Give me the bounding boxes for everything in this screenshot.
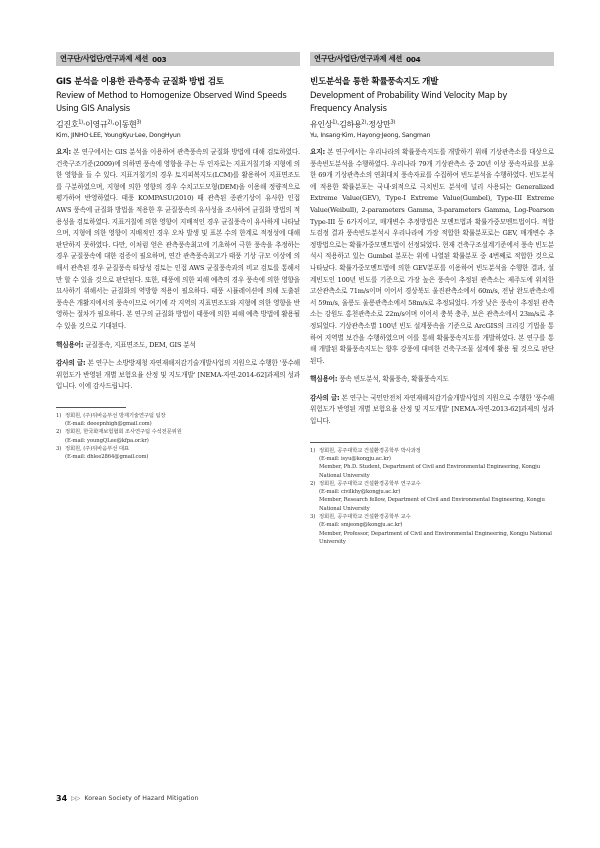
footnote-affiliation: Member, Ph.D. Student, Department of Civil and Environmental Engineering, Kongju National University xyxy=(319,464,540,479)
footnote xyxy=(56,428,300,445)
footnote-line: 정회원, 공주대학교 건설환경공학부 연구교수 xyxy=(319,480,421,487)
title-english-line2: Frequency Analysis xyxy=(310,102,387,113)
footnote-line: 정회원, 한국화재보험협회 조사연구팀 수석전문위원 xyxy=(65,429,182,436)
footnote-divider xyxy=(310,442,380,443)
title-english xyxy=(56,89,300,114)
author-name: 김진호 xyxy=(56,120,79,129)
session-label: 연구단/사업단/연구과제 세션 xyxy=(314,54,403,63)
page-number: 34 xyxy=(56,794,68,803)
abstract xyxy=(310,147,554,367)
acknowledgement-label: 감사의 글: xyxy=(56,359,86,368)
authors-english: Kim, JINHO·LEE, YoungKyu·Lee, DongHyun xyxy=(56,132,181,139)
footnote xyxy=(56,412,300,429)
footnote-number: 1) xyxy=(56,412,62,419)
keywords-text: 풍속 빈도분석, 확률풍속, 확률풍속지도 xyxy=(337,375,449,384)
author-name: 유인상 xyxy=(310,120,333,129)
abstract-text: 본 연구에서는 GIS 분석을 이용하여 관측풍속의 균질화 방법에 대해 검토하였다. 건축구조기준(2009)에 의하면 풍속에 영향을 주는 두 인자로는 지표거칠기와 지형에 의한 영향을 들 수 있다. 지표거칠기의 경우 토지피복지도(LCM)를 활용하여 지표면조도를 구분하였으며, 지형에 의한 영향의 경우 수치고도모형(DEM)을 이용해 정량적으로 평가하여 반영하였다. 태풍 KOMPASU(2010) 때 관측된 종관기상이 유사한 인접 AWS 풍속에 균질화 방법을 적용한 후 균질풍속의 유사성을 조사하여 균질화 방법의 적용성을 검토하였다. 지표거칠에 의한 영향이 지배적인 경우 균질풍속이 유사하게 나타났으며, 지형에 의한 영향이 지배적인 경우 오차 발생 및 표본 수의 한계로 적정성에 대해 판단하지 못하였다. 다만, 이처럼 얻은 관측풍속최고에 기초하여 극한 풍속을 추정하는 경우 균질풍속에 대한 검증이 필요하며, 연간 관측풍속최고가 태풍 기상 규모 이상에 의해서 관측된 경우 균질풍속 타당성 검토는 인접 AWS 균질풍속과의 비교 검토를 통해서만 할 수 있을 것으로 판단된다. 또한, 태풍에 의한 피해 예측의 경우 풍속에 의한 영향을 묘사하기 위해서는 균질화의 역방향 적용이 필요하다. 태풍 시뮬레이션에 의해 도출된 풍속은 개활지에서의 풍속이므로 여기에 각 지역의 지표면조도와 지형에 의한 영향을 반영하는 절차가 필요하다. 본 연구의 균질화 방법이 태풍에 의한 피해 예측 방법에 활용될 수 있을 것으로 기대된다. xyxy=(56,148,300,330)
session-label: 연구단/사업단/연구과제 세션 xyxy=(60,54,149,63)
footnote-line: 정회원, (주)뒤바음부선 대표 xyxy=(65,446,129,453)
article-004 xyxy=(310,52,554,546)
page-footer xyxy=(56,794,199,803)
title-english xyxy=(310,89,554,114)
acknowledgement xyxy=(310,393,554,428)
footnote-affiliation: Member, Professor, Department of Civil and Environmental Engineering, Kongju National University xyxy=(319,530,552,545)
keywords-text: 균질풍속, 지표면조도, DEM, GIS 분석 xyxy=(83,340,196,349)
abstract-label: 요지: xyxy=(310,148,325,156)
footnote-number: 2) xyxy=(310,480,316,487)
author-mark: 2) xyxy=(361,119,366,126)
footnote-divider xyxy=(56,407,126,408)
footnote xyxy=(310,513,554,546)
session-tag xyxy=(56,52,300,66)
keywords xyxy=(56,340,300,352)
abstract-label: 요지: xyxy=(56,148,71,156)
abstract xyxy=(56,147,300,333)
footnote-email: (E-mail: isyu@kongju.ac.kr) xyxy=(319,455,391,462)
author-name: 이동현 xyxy=(114,120,137,129)
footnote xyxy=(310,480,554,513)
footnote-line: 정회원, 공주대학교 건설환경공학부 박사과정 xyxy=(319,447,421,454)
footnote-line: 정회원, 공주대학교 건설환경공학부 교수 xyxy=(319,514,411,521)
footnote-affiliation: Member, Research fellow, Department of Civil and Environmental Engineering, Kongju National University xyxy=(319,497,545,512)
footnote-number: 1) xyxy=(310,447,316,454)
author-mark: 3) xyxy=(390,119,396,126)
journal-name: Korean Society of Hazard Mitigation xyxy=(84,795,199,802)
session-number: 003 xyxy=(152,54,167,64)
footnote-email: (E-mail: dhlee2864@gmail.com) xyxy=(65,454,149,461)
session-tag xyxy=(310,52,554,66)
title-english-line1: Review of Method to Homogenize Observed Wind Speeds xyxy=(56,90,287,100)
acknowledgement-text: 본 연구는 국민안전처 자연재해저감기술개발사업의 지원으로 수행한 '풍수해 위험도가 반영된 개별 보험요율 산정 및 지도개발' [NEMA-자연-2013-62]과제의 성과입니다. xyxy=(310,393,555,426)
keywords-label: 핵심용어: xyxy=(310,375,338,384)
authors-english: Yu, Insang·Kim, Hayong·Jeong, Sangman xyxy=(310,132,431,139)
authors-korean: 유인상$^{1)}$·김하용$^{2)}$·정상만$^{3)}$ xyxy=(310,119,396,129)
author-name: 정상만 xyxy=(368,120,391,129)
title-english-line2: Using GIS Analysis xyxy=(56,102,130,113)
footnote xyxy=(56,445,300,462)
author-name: 이영규 xyxy=(85,120,108,129)
double-arrow-icon: ▷▷ xyxy=(71,795,81,802)
footnote-line: 정회원, (주)뒤바음부선 방재기술연구팀 팀장 xyxy=(65,412,166,419)
keywords xyxy=(310,374,554,386)
keywords-label: 핵심용어: xyxy=(56,340,84,349)
footnote xyxy=(310,447,554,480)
title-korean: GIS 분석을 이용한 관측풍속 균질화 방법 검토 xyxy=(56,77,224,87)
footnote-email: (E-mail: civilkhy@kongju.ac.kr) xyxy=(319,489,401,496)
title-korean: 빈도분석을 통한 확률풍속지도 개발 xyxy=(310,77,439,87)
abstract-text: 본 연구에서는 우리나라의 확률풍속지도를 개발하기 위해 기상관측소를 대상으로 풍속빈도분석을 수행하였다. 우리나라 79개 기상관측소 중 20년 이상 풍속자료를 보유한 69개 기상관측소의 연최대치 풍속자료를 수집하여 빈도분석을 수행하였다. 빈도분석에 적용한 확률분포는 국내·외적으로 극치빈도 분석에 널리 사용되는 Generalized Extreme Value(GEV), Type-I Extreme Value(Gumbel), Type-III Extreme Value(Weibull), 2-parameters Gamma, 3-parameters Gamma, Log-Pearson Type-III 등 6가지이고, 매개변수 추정방법은 모멘트법과 확률가중모멘트법이다. 적합도검정 결과 풍속빈도분석시 우리나라에 가장 적합한 확률분포로는 GEV, 매개변수 추정방법으로는 확률가중모멘트법이 선정되었다. 현재 건축구조설계기준에서 풍속 빈도분석시 적용하고 있는 Gumbel 분포는 위에 나열된 확률분포 중 4번째로 적합한 것으로 나타났다. 확률가중모멘트법에 의한 GEV분포를 이용하여 빈도분석을 수행한 결과, 설계빈도인 100년 빈도를 기준으로 가장 높은 풍속이 추정된 관측소는 제주도에 위치한 고산관측소로 71m/s이며 이어서 경상북도 울진관측소에서 60m/s, 전남 완도관측소에서 59m/s, 울릉도 울릉관측소에서 58m/s로 추정되었다. 가장 낮은 풍속이 추정된 관측소는 강원도 홍천관측소로 22m/s이며 이어서 충북 충주, 보은 관측소에서 23m/s로 추정되었다. 기상관측소별 100년 빈도 설계풍속을 기준으로 ArcGIS의 크리깅 기법을 통하여 지역별 보간을 수행하였으며 이를 통해 확률풍속지도를 개발하였다. 본 연구를 통해 개발된 확률풍속지도는 향후 강풍에 대비한 건축구조물 설계에 활용 될 것으로 판단된다. xyxy=(310,148,554,365)
footnote-email: (E-mail: deeepnhigh@gmail.com) xyxy=(65,421,152,428)
session-number: 004 xyxy=(406,54,421,64)
authors-korean: 김진호$^{1)}$·이영규$^{2)}$·이동현$^{3)}$ xyxy=(56,119,142,129)
author-name: 김하용 xyxy=(339,120,362,129)
footnote-number: 3) xyxy=(56,446,62,453)
title-english-line1: Development of Probability Wind Velocity Map by xyxy=(310,90,508,100)
footnotes xyxy=(310,447,554,547)
author-mark: 1) xyxy=(78,119,83,126)
acknowledgement xyxy=(56,358,300,393)
acknowledgement-label: 감사의 글: xyxy=(310,393,340,402)
footnotes xyxy=(56,412,300,462)
author-mark: 2) xyxy=(107,119,112,126)
author-mark: 3) xyxy=(136,119,142,126)
footnote-number: 3) xyxy=(310,514,316,521)
footnote-email: (E-mail: smjeong@kongju.ac.kr) xyxy=(319,522,403,529)
article-003 xyxy=(56,52,300,462)
acknowledgement-text: 본 연구는 소방방재청 자연재해저감기술개발사업의 지원으로 수행한 '풍수해 위험도가 반영된 개별 보험요율 산정 및 지도개발' [NEMA-자연-2014-62]과제의 성과입니다. 이에 감사드립니다. xyxy=(56,359,301,391)
footnote-number: 2) xyxy=(56,429,62,436)
footnote-email: (E-mail: youngQLee@kfpa.or.kr) xyxy=(65,437,149,444)
author-mark: 1) xyxy=(332,119,337,126)
